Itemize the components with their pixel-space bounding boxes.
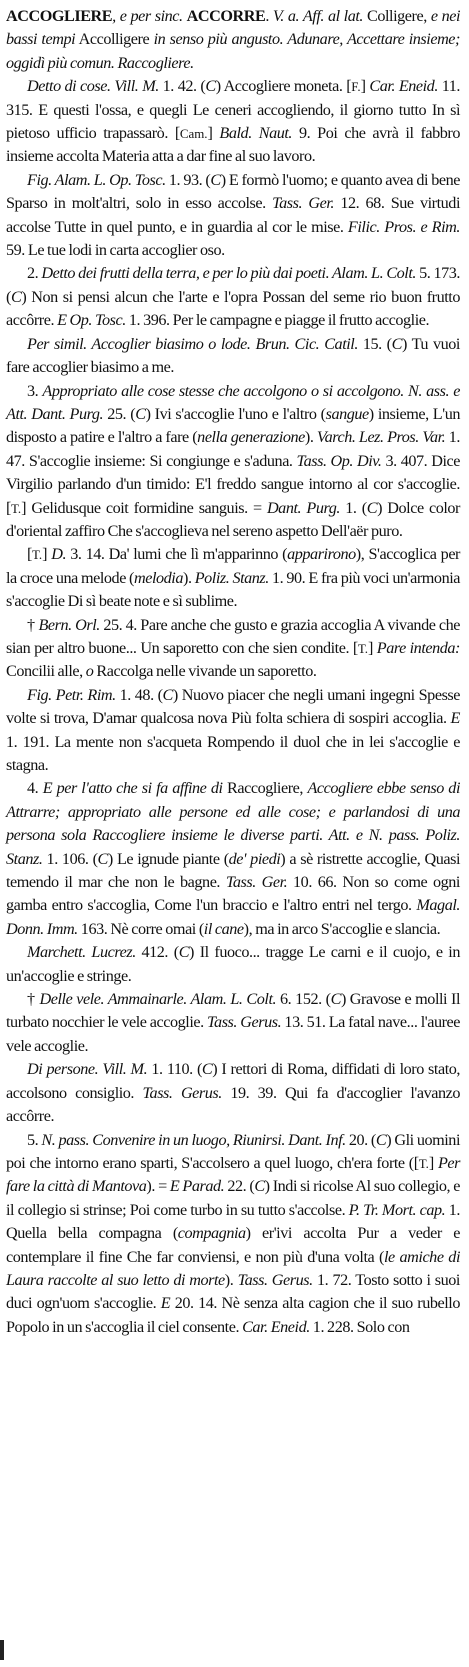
text-segment: ) Gravose e molli Il turbato nocchier le vele accoglie.	[6, 990, 460, 1032]
text-segment: 163. Nè corre omai (	[77, 919, 204, 938]
text-segment: 5. 173. (	[6, 264, 460, 306]
text-segment: Car. Eneid.	[242, 1317, 310, 1336]
text-segment: ) Indi si ricolse Al suo collegio, e il collegio si strinse; Poi come turbo in su tutto s'accolse.	[6, 1177, 460, 1219]
text-segment: Bern. Orl.	[38, 615, 100, 634]
text-segment: C	[205, 77, 216, 96]
text-segment: 1. 47. S'accoglie insieme: Si congiunge e s'aduna.	[6, 428, 460, 470]
text-segment: 2.	[27, 264, 42, 283]
text-segment: ) Gli uomini poi che intorno erano sparti, S'accolsero a quel luogo, ch'era forte ([	[6, 1130, 460, 1172]
text-segment: 20. 14. Nè senza alta cagion che il suo rubello Popolo in un s'accoglia il ciel consente.	[6, 1294, 460, 1336]
text-segment: 1. 42. (	[158, 77, 206, 96]
text-segment: 1. 110. (	[147, 1060, 202, 1079]
text-segment: Appropriato alle cose stesse che accolgono o si accolgono. N. ass. e Att. Dant. Purg.	[6, 381, 460, 423]
text-segment: 3. 407. Dice Virgilio parlando d'un timido: E'l freddo sangue intorno al cor s'accoglie. [	[6, 451, 460, 517]
entry-paragraph	[6, 5, 460, 75]
text-segment: T.	[10, 500, 22, 516]
text-segment: in senso più angusto. Adunare, Accettare insieme; oggidì più comun. Raccogliere.	[6, 30, 460, 72]
text-segment: E	[450, 709, 460, 728]
text-segment: 15. (	[357, 334, 392, 353]
text-segment: 19. 39. Qui fa d'accoglier l'avanzo accôrre.	[6, 1083, 460, 1126]
text-segment: T.	[418, 1155, 429, 1171]
text-segment: 59. Le tue lodi in carta accoglier oso.	[6, 241, 225, 260]
text-segment: 1. 93. (	[165, 170, 211, 189]
text-segment: de' piedi	[228, 849, 281, 868]
text-segment: P. Tr. Mort. cap.	[348, 1200, 446, 1219]
text-segment: 3. 14. Da' lumi che lì m'apparinno (	[66, 545, 288, 564]
text-segment: V. a. Aff. al lat.	[272, 7, 364, 25]
text-segment: ]	[368, 638, 377, 657]
text-segment: ]	[428, 1153, 438, 1172]
text-segment: ) a sè ristrette accoglie, Quasi temendo il mar che non le bagne.	[6, 849, 460, 892]
text-segment: 1. 396. Per le campagne e piagge il frutto accoglie.	[125, 311, 430, 330]
text-segment: ) Dolce color d'oriental zaffiro Che s'accoglieva nel sereno aspetto Dell'aër puro.	[6, 498, 460, 540]
text-segment: ) Tu vuoi fare accoglier biasimo a me.	[6, 334, 460, 377]
text-segment: 13. 51. La fatal nave... l'auree vele accoglie.	[6, 1013, 461, 1055]
text-segment: ), S'accoglica per la croce una melode (	[6, 545, 460, 587]
text-segment: apparirono	[287, 545, 356, 564]
text-segment: 1. 72. Tosto sotto i suoi duci ogn'uom s'accoglie.	[6, 1270, 460, 1313]
text-segment: ) E formò l'uomo; e quanto avea di bene Sparso in molt'altri, solo in esso accolse.	[6, 170, 460, 213]
text-segment: ) Le ignude piante (	[107, 849, 229, 868]
text-segment: melodia	[134, 568, 184, 587]
text-segment: Accolligere	[75, 30, 154, 49]
text-segment: il cane	[203, 919, 244, 938]
text-segment: compagnia	[177, 1224, 246, 1243]
text-segment: Bald. Naut.	[219, 124, 293, 143]
text-segment: C	[135, 404, 146, 423]
text-segment: nella generazione	[197, 428, 305, 447]
text-segment: 1. 228. Solo con	[309, 1317, 410, 1336]
text-segment: sangue	[325, 404, 369, 423]
text-segment: 25. (	[103, 404, 136, 423]
text-segment: Pare intenda:	[376, 638, 460, 657]
text-segment: [	[27, 545, 32, 564]
text-segment: ) Il fuoco... tragge Le carni e il cuojo, e in un'accoglie e stringe.	[6, 943, 460, 985]
text-segment: C	[375, 1130, 387, 1149]
text-segment: 11. 315. E questi l'ossa, e quegli Le ceneri accogliendo, il giorno tutto In sì pietoso ufficio trapassarò. [	[6, 77, 461, 143]
text-segment: ) insieme, L'un disposto a patire e l'altro a fare (	[6, 404, 460, 447]
text-segment: .	[265, 7, 273, 25]
text-segment: ACCORRE	[186, 7, 266, 25]
text-segment: Accogliere ebbe senso di Attrarre; appropriato alle persone ed alle cose; e parlandosi di una persona sola Raccogliere insieme le diverse parti. Att. e N. pass. Poliz. Stanz.	[6, 779, 460, 868]
text-segment: 20. (	[345, 1130, 376, 1149]
text-segment: Varch. Lez. Pros. Var.	[316, 428, 446, 447]
text-segment: Tass. Ger.	[225, 873, 288, 892]
text-segment: D.	[51, 545, 67, 564]
text-segment: ] Gelidusque coit formidine sanguis. =	[21, 498, 267, 517]
text-segment: 10. 66. Non so come ogni gamba entro s'accoglia, Come l'un braccio e l'altro entri nel tergo.	[6, 873, 460, 915]
entry-paragraph	[6, 543, 460, 613]
text-segment: Concilii alle,	[6, 662, 86, 681]
text-segment: C	[391, 334, 402, 353]
text-segment: Marchett. Lucrez.	[27, 943, 136, 962]
text-segment: , e per sinc.	[112, 7, 187, 25]
text-segment: ) Nuovo piacer che negli umani ingegni Spesse volte si trova, D'amar qualcosa nova Più folta schiera di sospiri accoglia.	[6, 685, 460, 728]
text-segment: le amiche di Laura raccolte al suo letto di morte	[6, 1247, 461, 1289]
text-segment: 4.	[27, 779, 43, 798]
text-segment: 22. (	[224, 1177, 255, 1196]
text-segment: †	[27, 990, 40, 1009]
text-segment: C	[162, 685, 173, 704]
entry-paragraph	[6, 75, 460, 169]
text-segment: Tass. Gerus.	[237, 1270, 313, 1289]
text-segment: N. pass. Convenire in un luogo, Riunirsi. Dant. Inf.	[41, 1130, 346, 1149]
text-segment: 1. 48. (	[115, 685, 163, 704]
text-segment: E Op. Tosc.	[57, 311, 126, 330]
text-segment: 3.	[27, 381, 43, 400]
text-segment: C	[366, 498, 378, 517]
text-segment: 1. (	[339, 498, 367, 517]
text-segment: 12. 68. Sue virtudi accolse Tutte in quel punto, e in guardia al cor le mise.	[6, 194, 460, 236]
text-segment: Detto dei frutti della terra, e per lo più dai poeti. Alam. L. Colt.	[41, 264, 416, 283]
text-segment: Raccolga nelle vivande un saporetto.	[93, 662, 317, 681]
page-edge-mark	[0, 1640, 4, 1660]
text-segment: C	[330, 990, 341, 1009]
text-segment: Car. Eneid.	[369, 77, 438, 96]
text-segment: 1. 191. La mente non s'acqueta Rompendo il duol che in lei s'accoglie e stagna.	[6, 732, 460, 774]
text-segment: 5.	[27, 1130, 42, 1149]
text-segment: Per fare la città di Mantova	[6, 1153, 460, 1196]
entry-paragraph	[6, 1129, 460, 1340]
text-segment: Dant. Purg.	[266, 498, 340, 517]
text-segment: Colligere,	[363, 7, 431, 25]
text-segment: Magal. Donn. Imm.	[6, 896, 460, 938]
text-segment: Tass. Ger.	[272, 194, 335, 213]
entry-paragraph	[6, 169, 460, 263]
text-segment: Di persone. Vill. M.	[27, 1060, 148, 1079]
text-segment: T.	[357, 640, 369, 656]
text-segment: 1. 106. (	[42, 849, 98, 868]
text-segment: C	[254, 1177, 265, 1196]
text-segment: Poliz. Stanz.	[194, 568, 269, 587]
text-segment: Detto di cose. Vill. M.	[27, 77, 159, 96]
text-segment: ).	[183, 568, 195, 587]
text-segment: T.	[31, 547, 43, 563]
entry-paragraph	[6, 1058, 460, 1128]
text-segment: Raccogliere,	[222, 779, 308, 798]
text-segment: Delle vele. Ammainarle. Alam. L. Colt.	[39, 990, 277, 1009]
text-segment: ) Non si pensi alcun che l'arte e l'opra Possan del seme rio buon frutto accôrre.	[6, 287, 460, 330]
text-segment: Cam.	[179, 126, 208, 142]
entry-paragraph	[6, 684, 460, 778]
entry-paragraph	[6, 262, 460, 332]
text-segment: Tass. Gerus.	[206, 1013, 282, 1032]
text-segment: 25. 4. Pare anche che gusto e grazia accoglia A vivande che sian per altro buone... Un saporetto con che sien condite. [	[6, 615, 460, 657]
entry-paragraph	[6, 988, 460, 1058]
entry-paragraph	[6, 777, 460, 941]
entry-paragraph	[6, 614, 460, 684]
text-segment: ) I rettori di Roma, diffidati di loro stato, accolsono consiglio.	[6, 1060, 460, 1102]
text-segment: ]	[360, 77, 370, 96]
entry-paragraph	[6, 333, 460, 380]
dictionary-entry-accogliere	[6, 5, 460, 1339]
text-segment: Per simil. Accoglier biasimo o lode. Brun. Cic. Catil.	[27, 334, 358, 353]
text-segment: F.	[351, 79, 361, 95]
text-segment: ). =	[146, 1177, 170, 1196]
text-segment: Fig. Alam. L. Op. Tosc.	[27, 170, 166, 189]
text-segment: o	[85, 662, 94, 681]
text-segment: ).	[224, 1270, 238, 1289]
text-segment: ]	[42, 545, 52, 564]
text-segment: 9. Poi che avrà il fabbro insieme accolta Materia atta a dar fine al suo lavoro.	[6, 124, 461, 166]
text-segment: e nei bassi tempi	[6, 7, 460, 49]
text-segment: ) Accogliere moneta. [	[215, 77, 352, 96]
text-segment: ), ma in arco S'accoglie e slancia.	[243, 919, 441, 938]
text-segment: E Parad.	[169, 1177, 225, 1196]
text-segment: 1. 90. E fra più voci un'armonia s'accoglie Di sì beate note e sì sublime.	[6, 568, 461, 611]
text-segment: Tass. Gerus.	[142, 1083, 222, 1102]
text-segment: ).	[304, 428, 317, 447]
text-segment: E	[160, 1294, 171, 1313]
text-segment: C	[10, 287, 22, 306]
text-segment: 6. 152. (	[276, 990, 331, 1009]
text-segment: C	[178, 943, 190, 962]
text-segment: ]	[207, 124, 220, 143]
text-segment: E per l'atto che si fa affine di	[42, 779, 223, 798]
text-segment: ) er'ivi accolta Pur a veder e contemplare il fine Che far conviensi, e non più d'una volta (	[6, 1224, 460, 1266]
text-segment: †	[27, 615, 39, 634]
text-segment: Tass. Op. Div.	[296, 451, 382, 470]
entry-paragraph	[6, 941, 460, 988]
text-segment: 412. (	[135, 943, 179, 962]
text-segment: C	[201, 1060, 213, 1079]
text-segment: ) Ivi s'accoglie l'uno e l'altro (	[145, 404, 326, 423]
text-segment: C	[210, 170, 221, 189]
text-segment: C	[97, 849, 108, 868]
entry-paragraph	[6, 380, 460, 544]
text-segment: Fig. Petr. Rim.	[27, 685, 116, 704]
text-segment: ACCOGLIERE	[6, 7, 113, 25]
text-segment: 1. Quella bella compagna (	[6, 1200, 460, 1243]
text-segment: Filic. Pros. e Rim.	[347, 217, 460, 236]
